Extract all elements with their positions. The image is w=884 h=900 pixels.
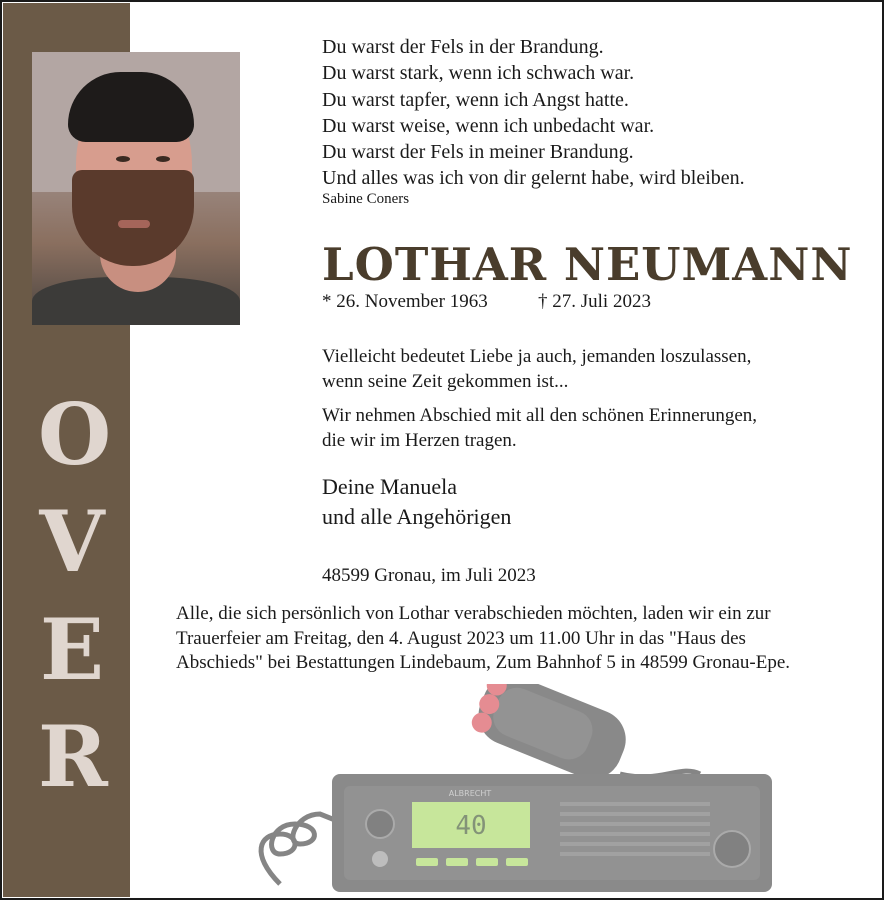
sidebar-letter: V [39, 492, 105, 591]
sidebar-letter: O [38, 385, 112, 484]
farewell-line: Wir nehmen Abschied mit all den schönen Erinnerungen, [322, 405, 758, 426]
poem-line: Du warst tapfer, wenn ich Angst hatte. [322, 88, 629, 111]
radio-display-text: 40 [455, 811, 487, 841]
poem-line: Du warst der Fels in der Brandung. [322, 36, 604, 58]
quote-line: wenn seine Zeit gekommen ist... [322, 370, 569, 392]
signature-line: Deine Manuela [322, 474, 457, 499]
poem-line: Und alles was ich von dir gelernt habe, wird bleiben. [322, 167, 745, 190]
notice-line: Trauerfeier am Freitag, den 4. August 2023 um 11.00 Uhr in das "Haus des [176, 627, 746, 649]
quote-paragraph [322, 345, 751, 394]
poem-line: Du warst der Fels in meiner Brandung. [322, 141, 634, 164]
farewell-line: die wir im Herzen tragen. [322, 429, 517, 451]
quote-line: Vielleicht bedeutet Liebe ja auch, jemanden loszulassen, [322, 346, 752, 367]
poem-line: Du warst stark, wenn ich schwach war. [322, 62, 635, 85]
radio-brand: ALBRECHT [448, 789, 492, 798]
portrait-photo [32, 52, 240, 325]
death-date: † 27. Juli 2023 [538, 291, 651, 312]
farewell-paragraph [322, 404, 757, 453]
cb-radio-illustration [240, 684, 780, 896]
birth-date: * 26. November 1963 [322, 291, 488, 312]
signature-line: und alle Angehörigen [322, 504, 512, 529]
notice-line: Alle, die sich persönlich von Lothar verabschieden möchten, laden wir ein zur [176, 603, 771, 624]
signature [322, 472, 511, 532]
poem-author: Sabine Coners [322, 191, 410, 207]
poem-line: Du warst weise, wenn ich unbedacht war. [322, 114, 655, 137]
place-date: 48599 Gronau, im Juli 2023 [322, 565, 536, 586]
sidebar-letter: R [38, 707, 108, 806]
sidebar-letter: E [39, 600, 105, 699]
poem [322, 34, 745, 192]
deceased-name: LOTHAR NEUMANN [322, 238, 853, 291]
funeral-notice [176, 602, 790, 676]
notice-line: Abschieds" bei Bestattungen Lindebaum, Zum Bahnhof 5 in 48599 Gronau-Epe. [176, 652, 791, 673]
